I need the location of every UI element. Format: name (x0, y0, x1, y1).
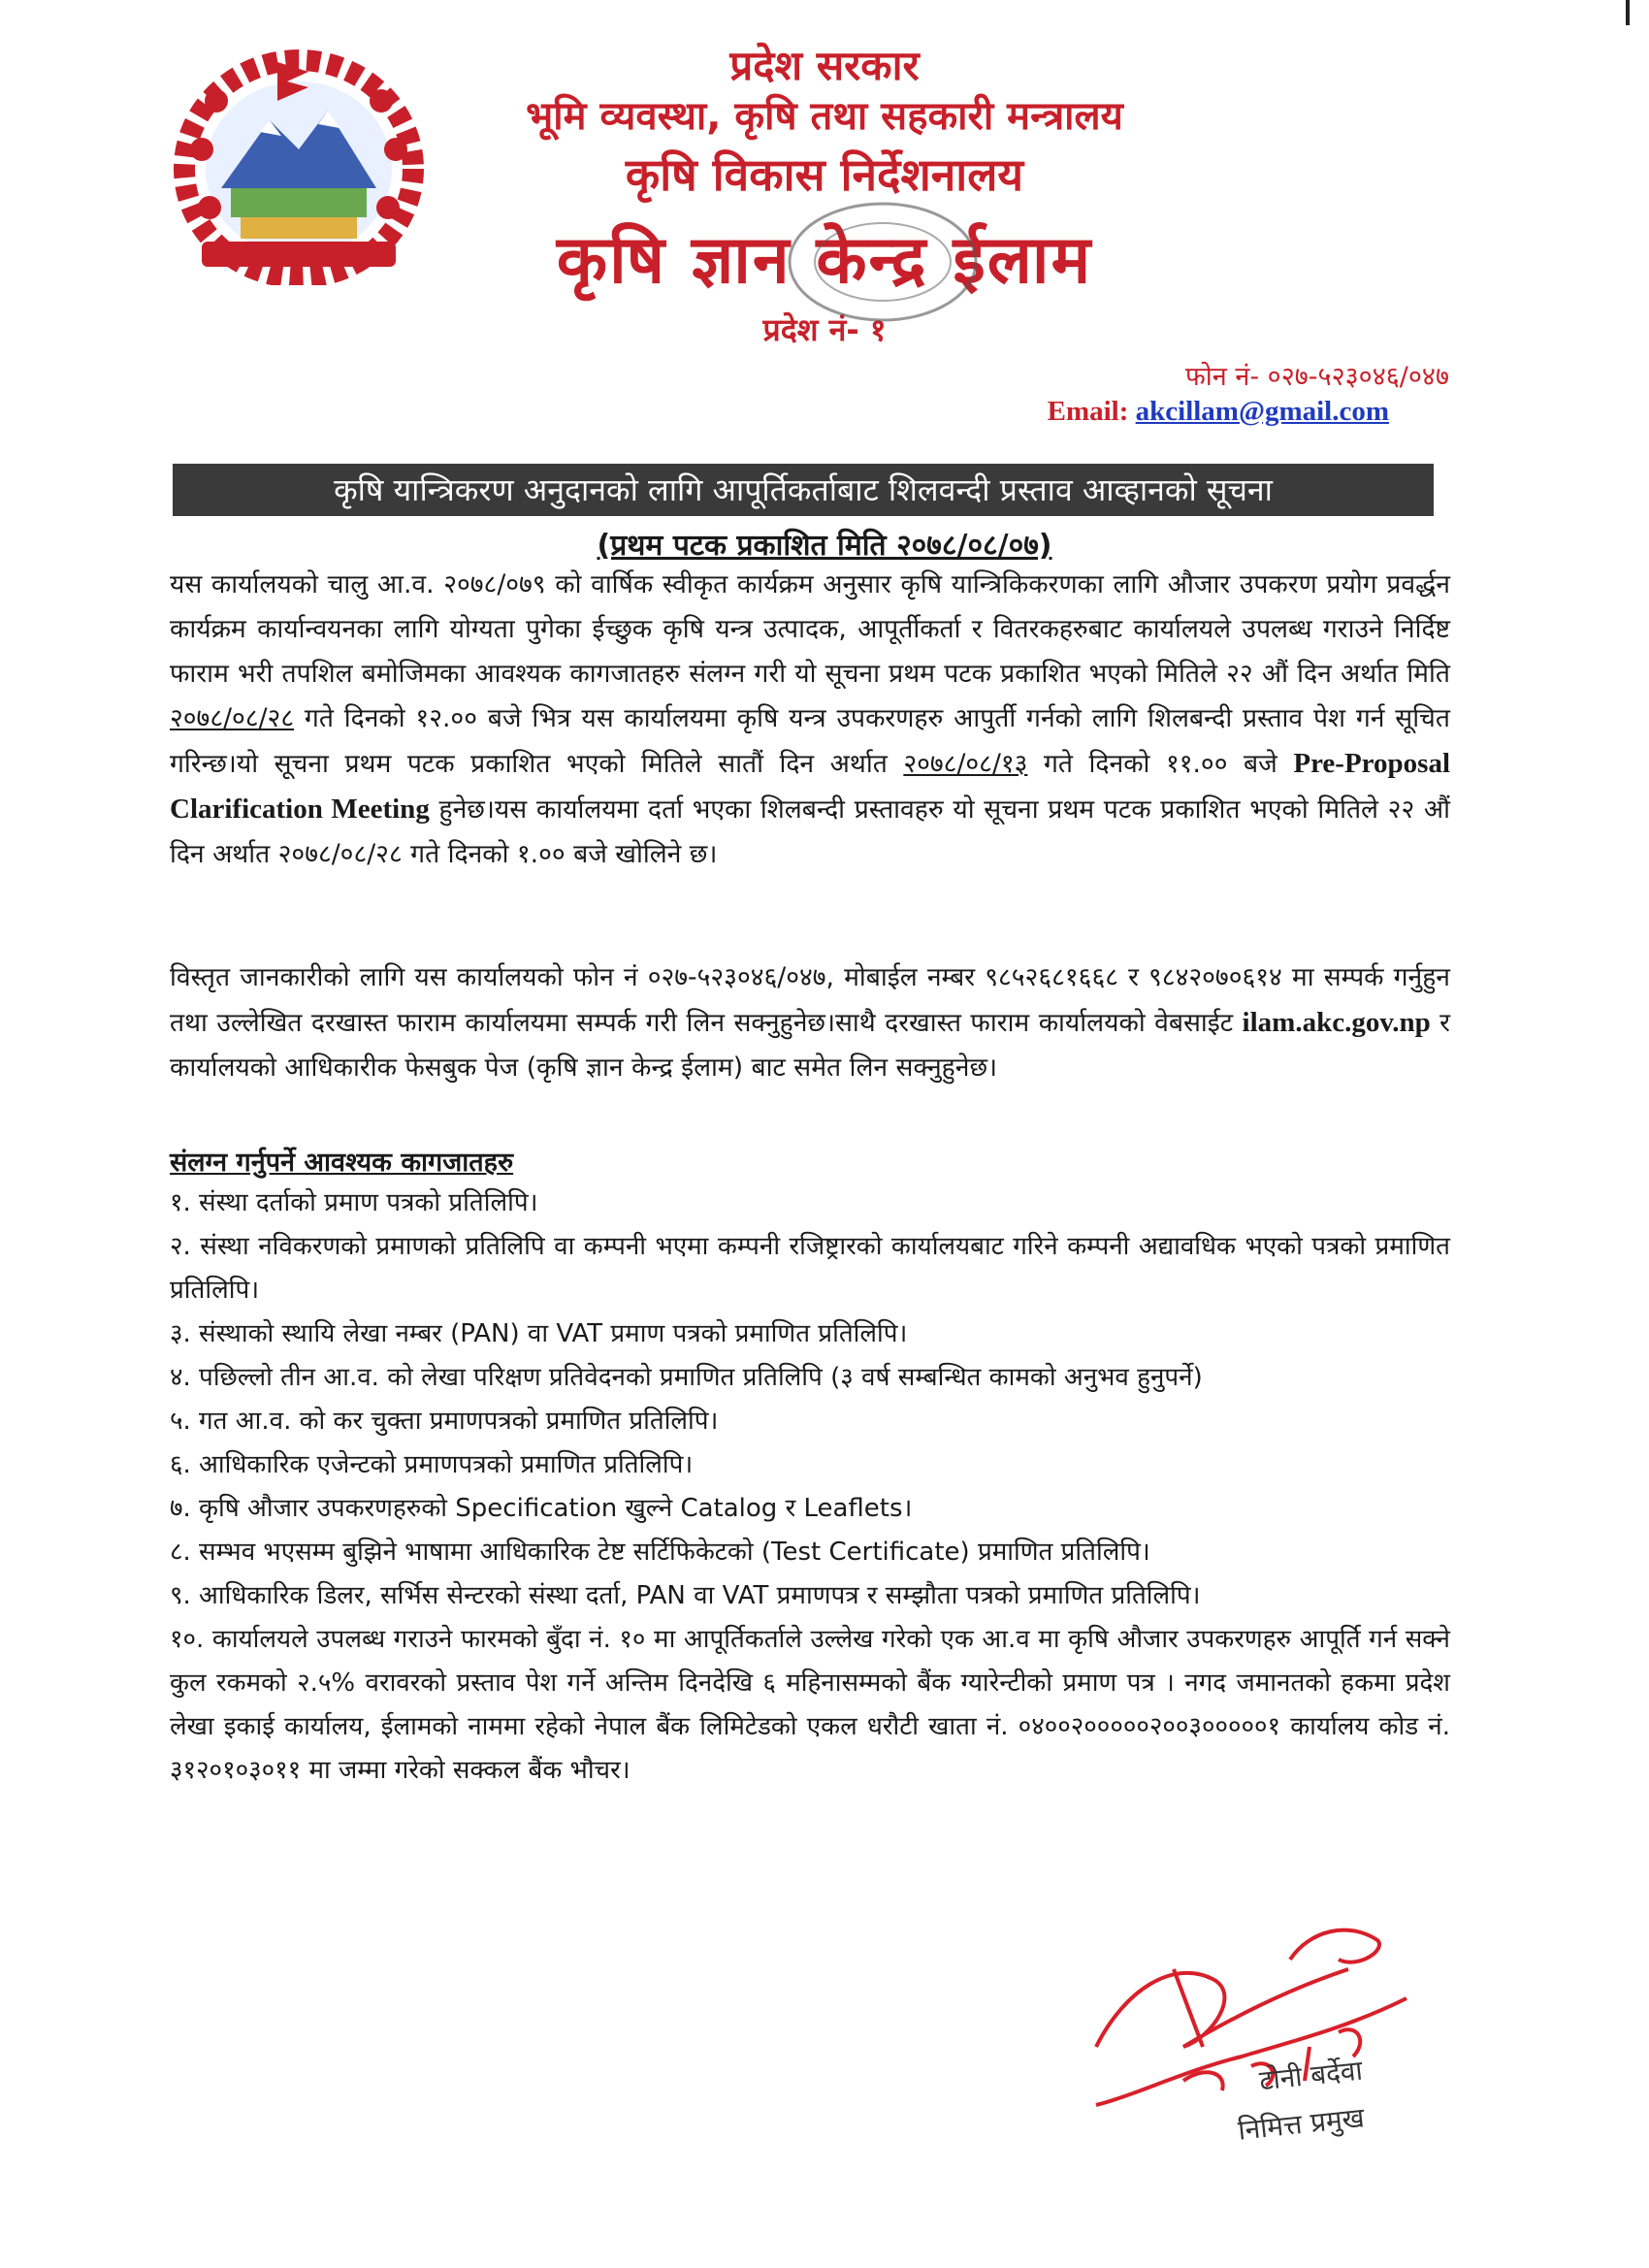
paragraph-main (170, 563, 1450, 877)
p1-part-b: गते दिनको १२.०० बजे भित्र यस कार्यालयमा कृषि यन्त्र उपकरणहरु आपुर्ती गर्नको लागि शिलबन्दी प्रस्ताव पेश गर्न सूचित गरिन्छ।यो सूचना प्रथम पटक प्रकाशित भएको मितिले सातौं दिन अर्थात (170, 703, 1450, 779)
document-item: २. संस्था नविकरणको प्रमाणको प्रतिलिपि वा कम्पनी भएमा कम्पनी रजिष्ट्रारको कार्यालयबाट गरिने कम्पनी अद्यावधिक भएको पत्रको प्रमाणित प्रतिलिपि। (170, 1232, 1450, 1305)
email-label: Email: (1047, 396, 1129, 427)
p2-part-a: विस्तृत जानकारीको लागि यस कार्यालयको फोन नं ०२७-५२३०४६/०४७, मोबाईल नम्बर ९८५२६८१६६८ र ९८४२०७०६१४ मा सम्पर्क गर्नुहुन तथा उल्लेखित दरखास्त फाराम कार्यालयमा सम्पर्क गरी लिन सक्नुहुनेछ।साथै दरखास्त फाराम कार्यालयको वेबसाईट (170, 962, 1450, 1038)
p1-part-d: हुनेछ।यस कार्यालयमा दर्ता भएका शिलबन्दी प्रस्तावहरु यो सूचना प्रथम पटक प्रकाशित भएको मितिले २२ औं दिन अर्थात २०७८/०८/२८ गते दिनको १.०० बजे खोलिने छ। (170, 794, 1450, 869)
website-link[interactable]: ilam.akc.gov.np (1242, 1007, 1431, 1038)
document-item: ६. आधिकारिक एजेन्टको प्रमाणपत्रको प्रमाणित प्रतिलिपि। (170, 1450, 694, 1479)
p1-part-c: गते दिनको ११.०० बजे (1027, 749, 1294, 779)
email-link[interactable]: akcillam@gmail.com (1135, 396, 1389, 427)
document-item: ३. संस्थाको स्थायि लेखा नम्बर (PAN) वा VAT प्रमाण पत्रको प्रमाणित प्रतिलिपि। (170, 1319, 908, 1348)
signatory-role: निमित्त प्रमुख (1236, 2101, 1367, 2147)
meeting-name: Pre-Proposal Clarification Meeting (170, 748, 1450, 825)
document-item: ४. पछिल्लो तीन आ.व. को लेखा परिक्षण प्रतिवेदनको प्रमाणित प्रतिलिपि (३ वर्ष सम्बन्धित कामको अनुभव हुनुपर्ने) (170, 1363, 1203, 1392)
p2-part-b: र कार्यालयको आधिकारीक फेसबुक पेज (कृषि ज्ञान केन्द्र ईलाम) बाट समेत लिन सक्नुहुनेछ। (170, 1008, 1450, 1083)
document-item: १. संस्था दर्ताको प्रमाण पत्रको प्रतिलिपि। (170, 1188, 538, 1217)
paragraph-contact (170, 956, 1450, 1090)
document-item: १०. कार्यालयले उपलब्ध गराउने फारमको बुँदा नं. १० मा आपूर्तिकर्ताले उल्लेख गरेको एक आ.व मा कृषि औजार उपकरणहरु आपूर्ति गर्न सक्ने कुल रकमको २.५% वरावरको प्रस्ताव पेश गर्ने अन्तिम दिनदेखि ६ महिनासम्मको बैंक ग्यारेन्टीको प्रमाण पत्र । नगद जमानतको हकमा प्रदेश लेखा इकाई कार्यालय, ईलामको नाममा रहेको नेपाल बैंक लिमिटेडको एकल धरौटी खाता नं. ०४००२०००००२००३०००००१ कार्यालय कोड नं. ३१२०१०३०११ मा जम्मा गरेको सक्कल बैंक भौचर। (170, 1625, 1450, 1785)
document-item: ८. सम्भव भएसम्म बुझिने भाषामा आधिकारिक टेष्ट सर्टिफिकेटको (Test Certificate) प्रमाणित प्रतिलिपि। (170, 1538, 1150, 1567)
office-stamp-icon (776, 194, 989, 330)
document-item: ५. गत आ.व. को कर चुक्ता प्रमाणपत्रको प्रमाणित प्रतिलिपि। (170, 1407, 719, 1436)
p1-part-a: यस कार्यालयको चालु आ.व. २०७८/०७९ को वार्षिक स्वीकृत कार्यक्रम अनुसार कृषि यान्त्रिकिकरणका लागि औजार उपकरण प्रयोग प्रवर्द्धन कार्यक्रम कार्यान्वयनका लागि योग्यता पुगेका ईच्छुक कृषि यन्त्र उत्पादक, आपूर्तीकर्ता र वितरकहरुबाट कार्यालयले उपलब्ध गराउने निर्दिष्ट फाराम भरी तपशिल बमोजिमका आवश्यक कागजातहरु संलग्न गरी यो सूचना प्रथम पटक प्रकाशित भएको मितिले २२ औं दिन अर्थात मिति (170, 569, 1450, 689)
notice-title: कृषि यान्त्रिकरण अनुदानको लागि आपूर्तिकर्ताबाट शिलवन्दी प्रस्ताव आव्हानको सूचना (173, 464, 1434, 516)
document-item: ७. कृषि औजार उपकरणहरुको Specification खुल्ने Catalog र Leaflets। (170, 1494, 913, 1523)
header-province-government: प्रदेश सरकार (729, 42, 920, 89)
document-item: ९. आधिकारिक डिलर, सर्भिस सेन्टरको संस्था दर्ता, PAN वा VAT प्रमाणपत्र र सम्झौता पत्रको प्रमाणित प्रतिलिपि। (170, 1581, 1201, 1610)
corner-mark (1626, 0, 1630, 25)
office-email (1048, 396, 1389, 428)
documents-list (170, 1182, 1450, 1793)
documents-heading: संलग्न गर्नुपर्ने आवश्यक कागजातहरु (170, 1148, 514, 1178)
meeting-date: २०७८/०८/१३ (903, 749, 1028, 779)
header-ministry: भूमि व्यवस्था, कृषि तथा सहकारी मन्त्रालय (526, 94, 1123, 139)
nepal-emblem-icon (163, 43, 435, 285)
published-date (0, 524, 1649, 564)
published-date-text: (प्रथम पटक प्रकाशित मिति २०७८/०८/०७) (597, 529, 1052, 563)
signatory-name: टोनी बर्देवा (1257, 2054, 1365, 2097)
office-phone: फोन नं- ०२७-५२३०४६/०४७ (1184, 362, 1449, 392)
header-office-name: कृषि ज्ञान केन्द्र ईलाम (556, 222, 1093, 299)
header-province-number: प्रदेश नं- १ (762, 311, 887, 348)
submission-deadline-date: २०७८/०८/२८ (170, 703, 295, 733)
header-directorate: कृषि विकास निर्देशनालय (625, 148, 1024, 201)
